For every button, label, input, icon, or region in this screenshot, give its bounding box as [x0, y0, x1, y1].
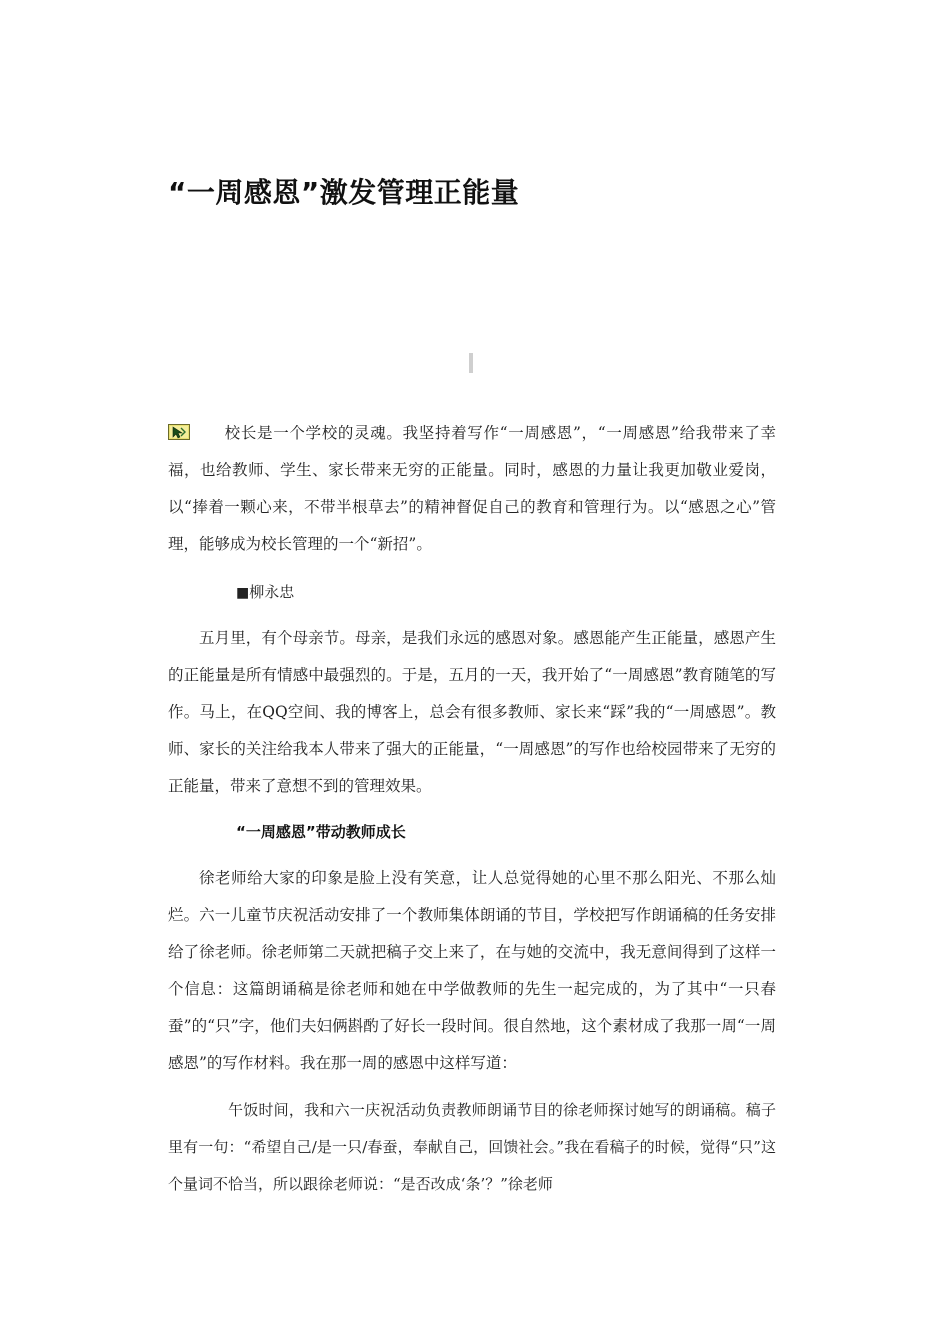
author-marker: ■: [236, 585, 250, 601]
body-paragraph-1: 五月里，有个母亲节。母亲，是我们永远的感恩对象。感恩能产生正能量，感恩产生的正能量是所有情感中最强烈的。于是，五月的一天，我开始了“一周感恩”教育随笔的写作。马上，在QQ空间、我的博客上，总会有很多教师、家长来“踩”我的“一周感恩”。教师、家长的关注给我本人带来了强大的正能量，“一周感恩”的写作也给校园带来了无穷的正能量，带来了意想不到的管理效果。: [168, 629, 776, 795]
quoted-paragraph: 午饭时间，我和六一庆祝活动负责教师朗诵节目的徐老师探讨她写的朗诵稿。稿子里有一句：“希望自己/是一只/春蚕，奉献自己，回馈社会。”我在看稿子的时候，觉得“只”这个量词不恰当，所以跟徐老师说：“是否改成‘条’？”徐老师: [168, 1101, 776, 1193]
image-placeholder: [469, 353, 473, 373]
author-name: 柳永忠: [249, 583, 295, 601]
abstract-text: 校长是一个学校的灵魂。我坚持着写作“一周感恩”，“一周感恩”给我带来了幸福，也给教师、学生、家长带来无穷的正能量。同时，感恩的力量让我更加敬业爱岗，以“捧着一颗心来，不带半根草去”的精神督促自己的教育和管理行为。以“感恩之心”管理，能够成为校长管理的一个“新招”。: [168, 424, 776, 553]
author-line: [236, 574, 294, 612]
page-title: “一周感恩”激发管理正能量: [168, 175, 520, 209]
abstract-paragraph: [168, 415, 776, 563]
arrow-pointer-icon: [168, 417, 190, 433]
body-paragraph-2: 徐老师给大家的印象是脸上没有笑意，让人总觉得她的心里不那么阳光、不那么灿烂。六一儿童节庆祝活动安排了一个教师集体朗诵的节目，学校把写作朗诵稿的任务安排给了徐老师。徐老师第二天就把稿子交上来了，在与她的交流中，我无意间得到了这样一个信息：这篇朗诵稿是徐老师和她在中学做教师的先生一起完成的，为了其中“一只春蚕”的“只”字，他们夫妇俩斟酌了好长一段时间。很自然地，这个素材成了我那一周“一周感恩”的写作材料。我在那一周的感恩中这样写道：: [168, 869, 776, 1072]
section-subheading: “一周感恩”带动教师成长: [236, 823, 406, 841]
